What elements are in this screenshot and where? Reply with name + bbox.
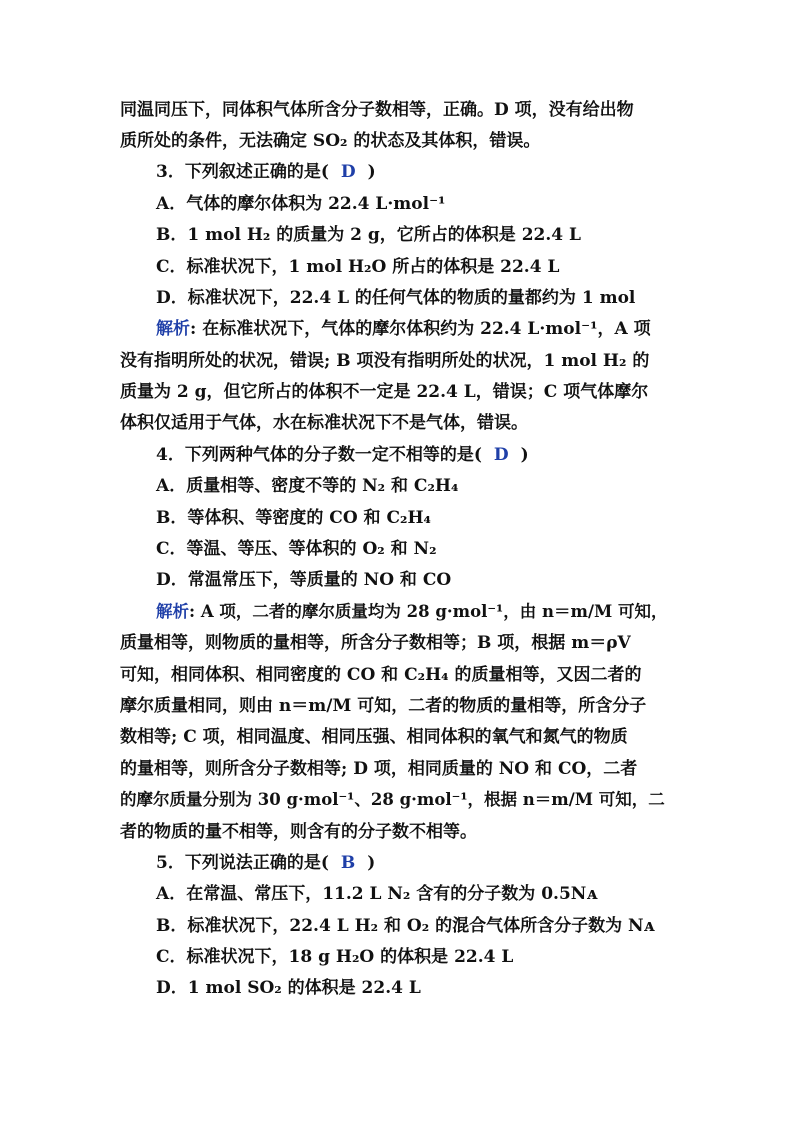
question-4-analysis-line: 质量相等，则物质的量相等，所含分子数相等；B 项，根据 m＝ρV [120,633,631,653]
question-4-analysis-first [156,601,668,623]
question-4-answer: D [493,445,509,465]
question-5-stem [156,852,375,874]
question-4-stem-close: ) [520,445,529,465]
question-4-option-c: C．等温、等压、等体积的 O₂ 和 N₂ [156,539,437,559]
question-3-analysis-label: 解析 [156,319,190,339]
carryover-line-2: 质所处的条件，无法确定 SO₂ 的状态及其体积，错误。 [120,131,541,151]
question-3-option-d: D．标准状况下，22.4 L 的任何气体的物质的量都约为 1 mol [156,288,636,308]
question-5-option-d: D．1 mol SO₂ 的体积是 22.4 L [156,978,421,998]
carryover-line-1: 同温同压下，同体积气体所含分子数相等，正确。D 项，没有给出物 [120,100,634,120]
question-5-option-c: C．标准状况下，18 g H₂O 的体积是 22.4 L [156,947,514,967]
question-3-analysis-line: 没有指明所处的状况，错误; B 项没有指明所处的状况，1 mol H₂ 的 [120,351,650,371]
question-4-analysis-line: 的量相等，则所含分子数相等; D 项，相同质量的 NO 和 CO，二者 [120,759,638,779]
question-4-analysis-line: 者的物质的量不相等，则含有的分子数不相等。 [120,822,477,842]
question-4-stem [156,444,529,466]
question-4-analysis-text: : A 项，二者的摩尔质量均为 28 g·mol⁻¹，由 n＝m/M 可知， [189,602,668,621]
question-4-option-d: D．常温常压下，等质量的 NO 和 CO [156,570,452,590]
question-3-analysis-line: 质量为 2 g，但它所占的体积不一定是 22.4 L，错误；C 项气体摩尔 [120,382,649,402]
question-3-option-b: B．1 mol H₂ 的质量为 2 g，它所占的体积是 22.4 L [156,225,581,245]
question-5-stem-text: 5．下列说法正确的是( [156,853,329,873]
question-4-analysis-line: 的摩尔质量分别为 30 g·mol⁻¹、28 g·mol⁻¹，根据 n＝m/M 可知，二 [120,790,665,809]
question-3-analysis-line: 体积仅适用于气体，水在标准状况下不是气体，错误。 [120,413,528,433]
question-3-answer: D [340,162,356,182]
question-4-stem-text: 4．下列两种气体的分子数一定不相等的是( [156,445,482,465]
question-3-analysis-text: : 在标准状况下，气体的摩尔体积约为 22.4 L·mol⁻¹，A 项 [190,319,651,339]
question-3-option-a: A．气体的摩尔体积为 22.4 L·mol⁻¹ [156,194,446,214]
question-4-analysis-line: 摩尔质量相同，则由 n＝m/M 可知，二者的物质的量相等，所含分子 [120,696,647,716]
question-3-analysis-first [156,318,651,340]
question-3-stem-close: ) [367,162,376,182]
question-4-option-a: A．质量相等、密度不等的 N₂ 和 C₂H₄ [156,476,459,496]
question-4-option-b: B．等体积、等密度的 CO 和 C₂H₄ [156,508,431,528]
question-4-analysis-label: 解析 [156,602,189,621]
question-3-option-c: C．标准状况下，1 mol H₂O 所占的体积是 22.4 L [156,257,560,277]
question-5-option-a: A．在常温、常压下，11.2 L N₂ 含有的分子数为 0.5Nᴀ [156,884,598,904]
question-3-stem-text: 3．下列叙述正确的是( [156,162,329,182]
question-5-option-b: B．标准状况下，22.4 L H₂ 和 O₂ 的混合气体所含分子数为 Nᴀ [156,916,655,936]
question-3-stem [156,161,376,183]
question-5-stem-close: ) [367,853,376,873]
question-4-analysis-line: 可知，相同体积、相同密度的 CO 和 C₂H₄ 的质量相等，又因二者的 [120,665,642,685]
question-5-answer: B [340,853,356,873]
question-4-analysis-line: 数相等; C 项，相同温度、相同压强、相同体积的氧气和氮气的物质 [120,727,628,747]
